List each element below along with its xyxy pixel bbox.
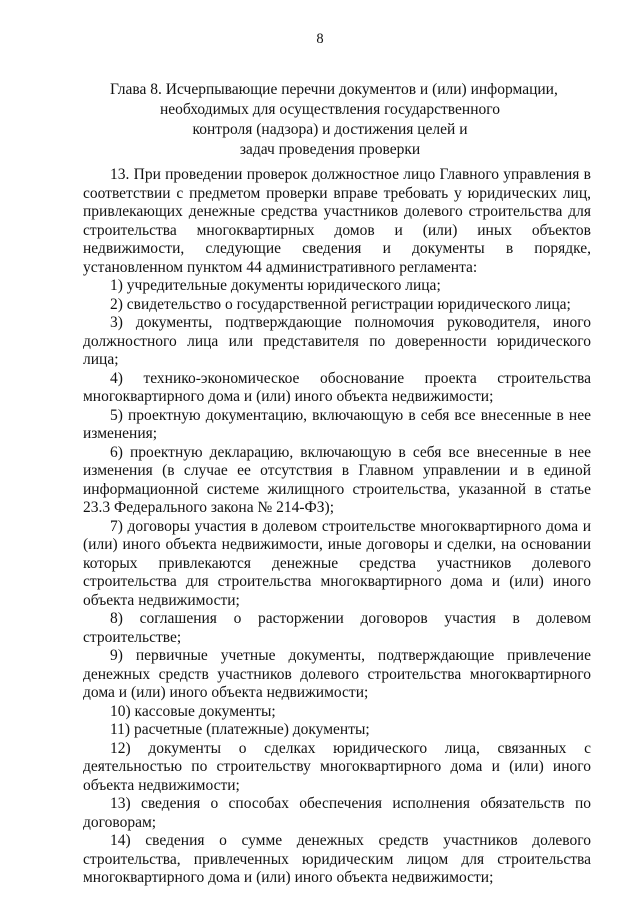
chapter-title-line: задач проведения проверки bbox=[239, 141, 421, 158]
list-item-4: 4) технико-экономическое обоснование проекта строительства многоквартирного дома и (или) иного объекта недвижимости; bbox=[83, 369, 591, 405]
list-item-9: 9) первичные учетные документы, подтверждающие привлечение денежных средств участников долевого строительства многоквартирного дома и (или) иного объекта недвижимости; bbox=[83, 647, 591, 701]
body-text bbox=[83, 166, 591, 888]
list-item-5: 5) проектную документацию, включающую в себя все внесенные в нее изменения; bbox=[83, 406, 591, 442]
paragraph-13-intro: 13. При проведении проверок должностное лицо Главного управления в соответствии с предметом проверки вправе требовать у юридических лиц, привлекающих денежные средства участников долевого строительства для строительства многоквартирных домов и (или) иных объектов недвижимости, следующие сведения и документы в порядке, установленном пунктом 44 административного регламента: bbox=[83, 166, 591, 276]
chapter-title-line: Глава 8. Исчерпывающие перечни документов и (или) информации, bbox=[110, 81, 558, 98]
list-item-12: 12) документы о сделках юридического лица, связанных с деятельностью по строительству многоквартирного дома и (или) иного объекта недвижимости; bbox=[83, 739, 591, 794]
list-item-14: 14) сведения о сумме денежных средств участников долевого строительства, привлеченных юридическим лицом для строительства многоквартирного дома и (или) иного объекта недвижимости; bbox=[83, 832, 591, 886]
list-item-8: 8) соглашения о расторжении договоров участия в долевом строительстве; bbox=[83, 610, 591, 646]
chapter-title-line: необходимых для осуществления государственного bbox=[160, 101, 500, 118]
list-item-2: 2) свидетельство о государственной регистрации юридического лица; bbox=[110, 295, 571, 313]
chapter-title-line: контроля (надзора) и достижения целей и bbox=[192, 121, 468, 138]
list-item-10: 10) кассовые документы; bbox=[110, 702, 276, 720]
list-item-11: 11) расчетные (платежные) документы; bbox=[110, 721, 370, 738]
list-item-13: 13) сведения о способах обеспечения исполнения обязательств по договорам; bbox=[83, 795, 591, 831]
list-item-1: 1) учредительные документы юридического лица; bbox=[110, 277, 441, 294]
list-item-6: 6) проектную декларацию, включающую в себя все внесенные в нее изменения (в случае ее отсутствия в Главном управлении и в единой информационной системе жилищного строительства, указанной в статье 23.3 Федерального закона № 214-ФЗ); bbox=[83, 443, 591, 516]
list-item-7: 7) договоры участия в долевом строительстве многоквартирного дома и (или) иного объекта недвижимости, иные договоры и сделки, на основании которых привлекаются денежные средства участников долевого строительства для строительства многоквартирного дома и (или) иного объекта недвижимости; bbox=[83, 517, 591, 609]
page-number: 8 bbox=[316, 31, 324, 47]
list-item-3: 3) документы, подтверждающие полномочия руководителя, иного должностного лица или представителя по доверенности юридического лица; bbox=[83, 314, 591, 368]
chapter-title bbox=[110, 80, 558, 160]
